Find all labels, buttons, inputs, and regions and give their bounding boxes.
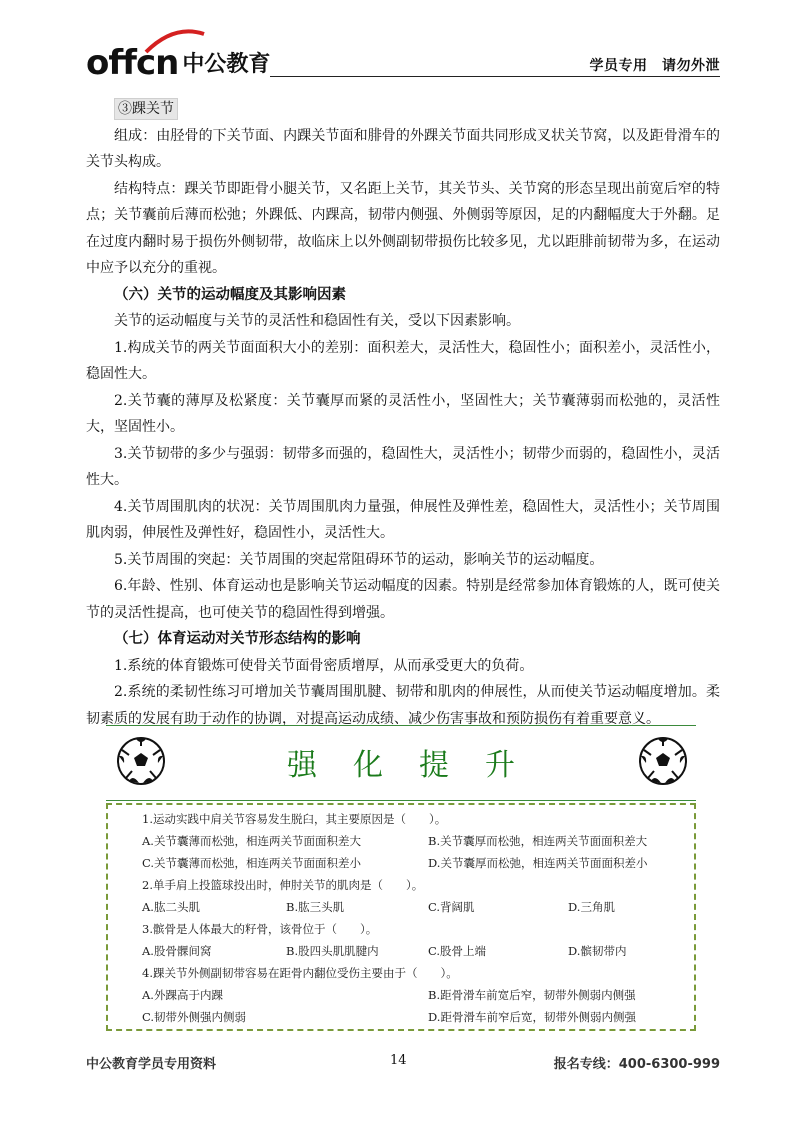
option: C.背阔肌 (428, 900, 475, 914)
section-title: （六）关节的运动幅度及其影响因素 (114, 286, 346, 303)
header-notice: 学员专用 请勿外泄 (589, 58, 720, 74)
page-number: 14 (390, 1053, 407, 1068)
banner-title: 强化提升 (287, 748, 551, 783)
section-title: （七）体育运动对关节形态结构的影响 (114, 631, 361, 647)
option: A.关节囊薄而松弛，相连两关节面面积差大 (142, 834, 361, 848)
option: B.股四头肌肌腱内 (286, 944, 379, 958)
main-content (86, 93, 720, 732)
offcn-logo (86, 40, 271, 83)
footer-source: 中公教育学员专用资料 (86, 1057, 217, 1072)
paragraph: 组成：由胫骨的下关节面、内踝关节面和腓骨的外踝关节面共同形成叉状关节窝，以及距骨滑车的关节头构成。 (86, 127, 720, 170)
paragraph: 4.关节周围肌肉的状况：关节周围肌肉力量强，伸展性及弹性差，稳固性大，灵活性小；关节周围肌肉弱，伸展性及弹性好，稳固性小，灵活性大。 (86, 498, 720, 541)
option: B.距骨滑车前宽后窄，韧带外侧弱内侧强 (428, 988, 636, 1002)
paragraph: 2.关节囊的薄厚及松紧度：关节囊厚而紧的灵活性小，坚固性大；关节囊薄弱而松弛的，灵活性大，坚固性小。 (86, 392, 720, 435)
option: B.肱三头肌 (286, 900, 345, 914)
option: D.髌韧带内 (568, 944, 627, 958)
paragraph: 关节的运动幅度与关节的灵活性和稳固性有关，受以下因素影响。 (114, 313, 520, 329)
logo-latin-text: offcn (86, 43, 179, 83)
question-stem: 3.髌骨是人体最大的籽骨，该骨位于（ ）。 (142, 922, 378, 936)
option: D.关节囊厚而松弛，相连两关节面面积差小 (428, 856, 648, 870)
paragraph: 1.构成关节的两关节面面积大小的差别：面积差大，灵活性大，稳固性小；面积差小，灵活性小，稳固性大。 (86, 339, 720, 382)
option: D.距骨滑车前窄后宽，韧带外侧弱内侧强 (428, 1010, 636, 1024)
header-divider (270, 76, 720, 77)
logo-chinese-text: 中公教育 (182, 52, 271, 77)
option: A.股骨髁间窝 (142, 944, 212, 958)
paragraph: 5.关节周围的突起：关节周围的突起常阻碍环节的运动，影响关节的运动幅度。 (114, 551, 604, 568)
quiz-box (106, 803, 696, 1031)
paragraph: 2.系统的柔韧性练习可增加关节囊周围肌腱、韧带和肌肉的伸展性，从而使关节运动幅度增加。柔韧素质的发展有助于动作的协调，对提高运动成绩、减少伤害事故和预防损伤有着重要意义。 (86, 684, 720, 727)
paragraph: 6.年龄、性别、体育运动也是影响关节运动幅度的因素。特别是经常参加体育锻炼的人，既可使关节的灵活性提高，也可使关节的稳固性得到增强。 (86, 578, 720, 621)
option: D.三角肌 (568, 900, 615, 914)
question-stem: 4.踝关节外侧副韧带容易在距骨内翻位受伤主要由于（ ）。 (142, 966, 458, 980)
question-stem: 2.单手肩上投篮球投出时，伸肘关节的肌肉是（ ）。 (142, 878, 424, 892)
practice-banner (106, 725, 696, 801)
logo-arc-icon (144, 28, 206, 54)
question-stem: 1.运动实践中肩关节容易发生脱臼，其主要原因是（ ）。 (142, 812, 447, 826)
option: C.关节囊薄而松弛，相连两关节面面积差小 (142, 856, 362, 870)
soccer-ball-icon (638, 736, 688, 786)
subsection-title: ③踝关节 (114, 98, 178, 120)
footer-hotline: 报名专线：400-6300-999 (553, 1057, 720, 1072)
paragraph: 结构特点：踝关节即距骨小腿关节，又名距上关节，其关节头、关节窝的形态呈现出前宽后窄的特点；关节囊前后薄而松弛；外踝低、内踝高，韧带内侧强、外侧弱等原因，足的内翻幅度大于外翻。足在过度内翻时易于损伤外侧韧带，故临床上以外侧副韧带损伤比较多见，尤以距腓前韧带为多，在运动中应予以充分的重视。 (86, 180, 720, 276)
option: C.股骨上端 (428, 944, 487, 958)
option: A.外踝高于内踝 (142, 988, 223, 1002)
paragraph: 3.关节韧带的多少与强弱：韧带多而强的，稳固性大，灵活性小；韧带少而弱的，稳固性小，灵活性大。 (86, 445, 720, 488)
option: B.关节囊厚而松弛，相连两关节面面积差大 (428, 834, 648, 848)
option: C.韧带外侧强内侧弱 (142, 1010, 247, 1024)
option: A.肱二头肌 (142, 900, 200, 914)
paragraph: 1.系统的体育锻炼可使骨关节面骨密质增厚，从而承受更大的负荷。 (114, 657, 534, 674)
